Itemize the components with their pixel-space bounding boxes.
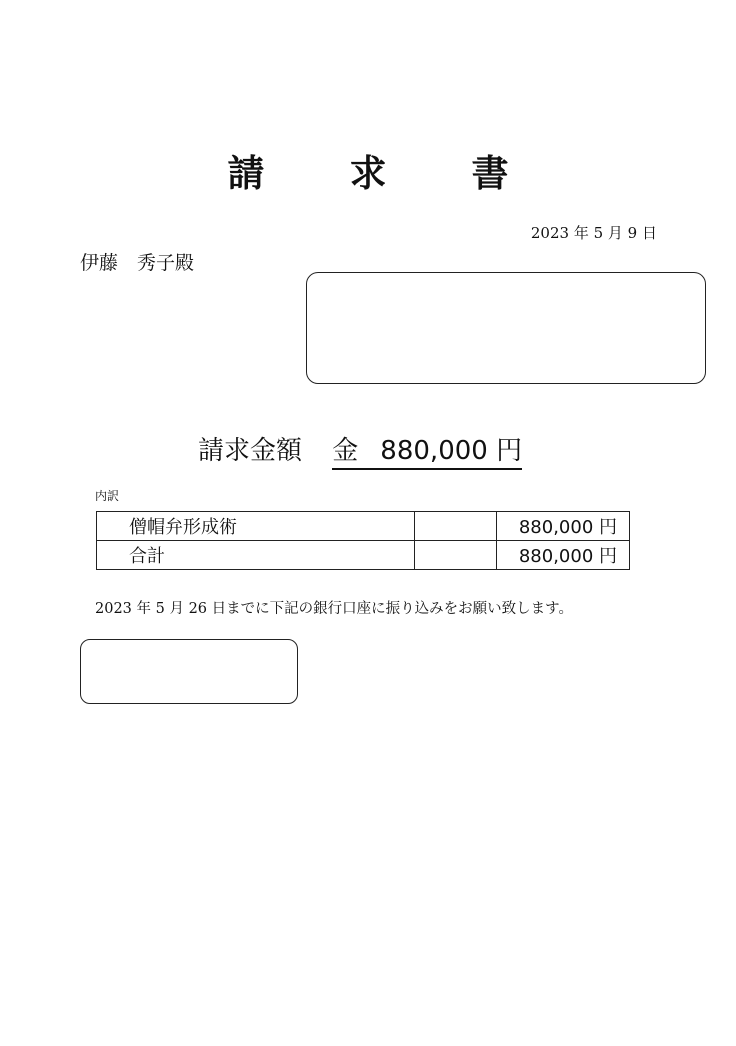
total-amount-cell: 880,000 円 [497, 541, 630, 570]
invoice-title: 請 求 書 [227, 151, 533, 195]
recipient-name: 伊藤 秀子殿 [80, 252, 195, 274]
breakdown-table [96, 511, 630, 570]
table-row [97, 512, 630, 541]
billing-amount-value-wrapper [332, 430, 522, 470]
billing-amount-prefix: 金 [332, 436, 359, 466]
item-middle-cell [415, 512, 497, 541]
billing-amount-row [198, 430, 522, 470]
item-amount-cell: 880,000 円 [497, 512, 630, 541]
issuer-info-box [306, 272, 706, 384]
billing-amount-label: 請求金額 [198, 436, 303, 466]
total-name-cell: 合計 [97, 541, 415, 570]
billing-amount-value: 880,000 円 [380, 436, 523, 466]
issue-date: 2023 年 5 月 9 日 [530, 224, 657, 242]
breakdown-label: 内訳 [95, 489, 120, 503]
table-row [97, 541, 630, 570]
item-name-cell: 僧帽弁形成術 [97, 512, 415, 541]
bank-account-box [80, 639, 298, 704]
payment-notice: 2023 年 5 月 26 日までに下記の銀行口座に振り込みをお願い致します。 [95, 601, 573, 617]
total-middle-cell [415, 541, 497, 570]
